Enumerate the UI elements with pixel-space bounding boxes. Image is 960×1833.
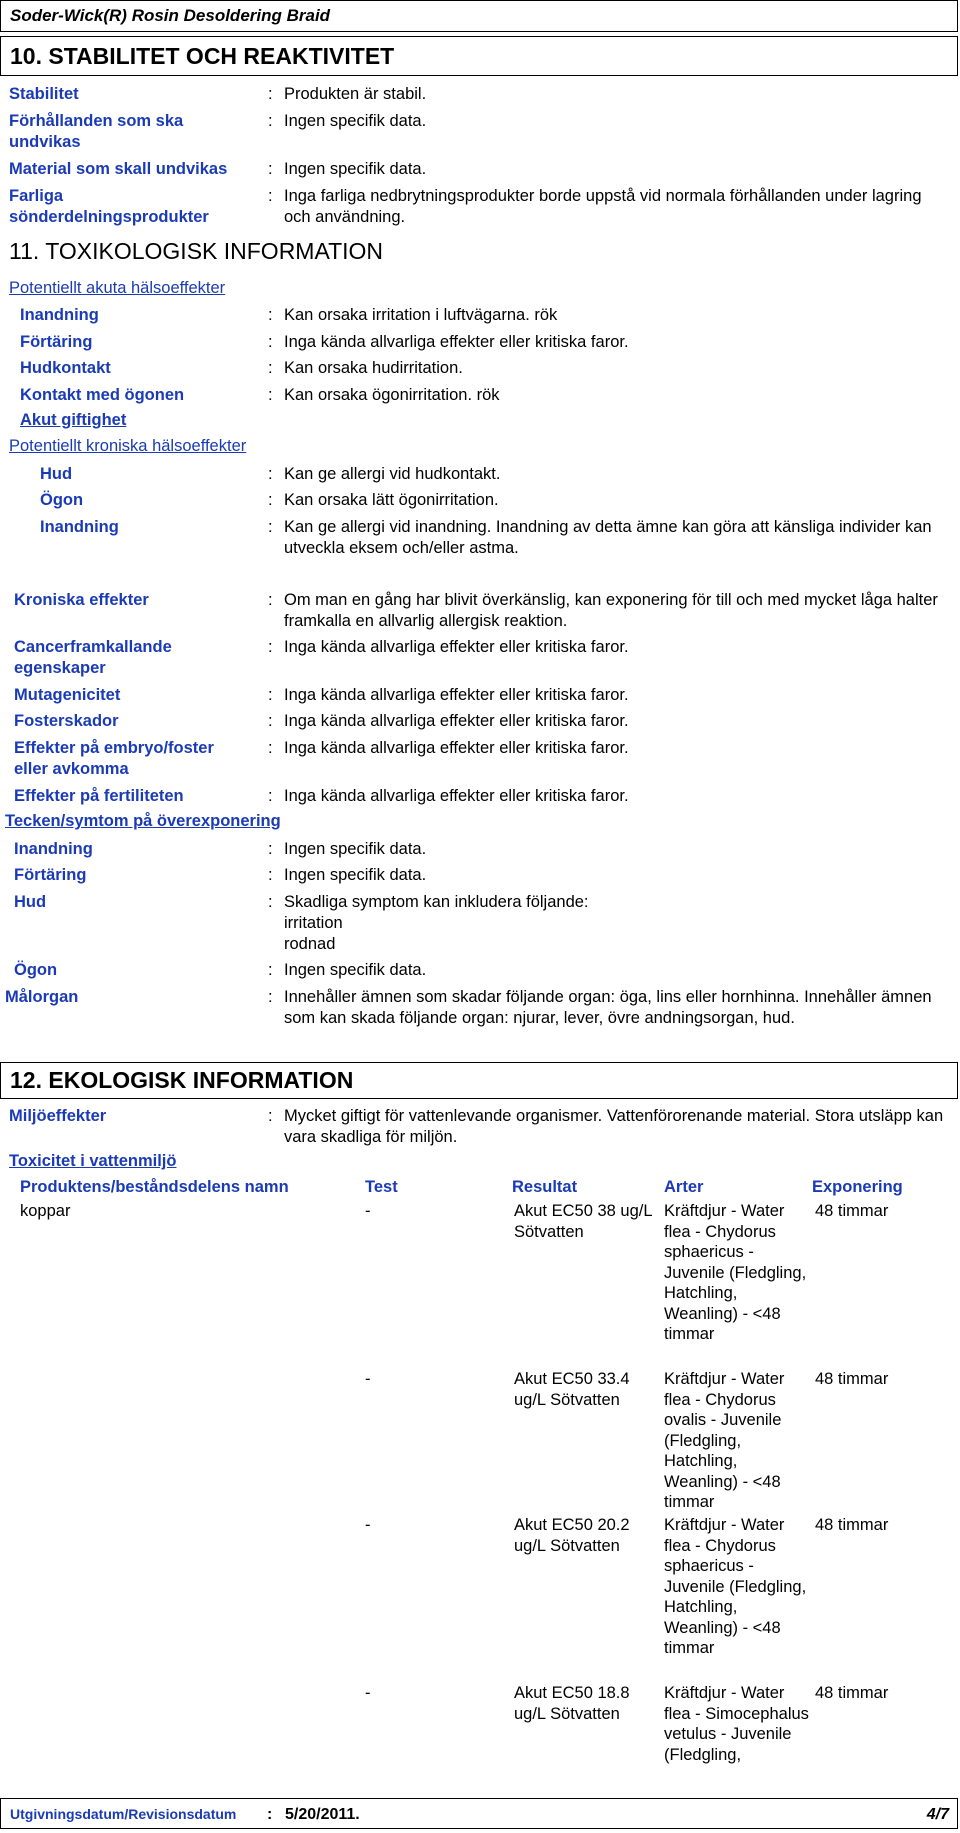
symptoms-skin-line: Skadliga symptom kan inkludera följande: [284,893,589,911]
table-cell-test: - [365,1516,371,1534]
table-cell-species: Kräftdjur - Water flea - Simocephalus vetulus - Juvenile (Fledgling, [664,1684,809,1764]
colon: : [268,840,273,858]
hazardous-decomposition-label: Farliga sönderdelningsprodukter [9,187,209,226]
symptoms-heading: Tecken/symtom på överexponering [5,812,281,830]
colon: : [268,1107,273,1125]
column-header-species: Arter [664,1178,704,1196]
symptoms-eye-value: Ingen specifik data. [284,961,427,979]
hazardous-decomposition-value: Inga farliga nedbrytningsprodukter borde uppstå vid normala förhållanden under lagring och användning. [284,187,922,226]
table-cell-test: - [365,1684,371,1702]
colon: : [268,112,273,130]
chronic-skin-label: Hud [40,465,73,483]
developmental-effects-value: Inga kända allvarliga effekter eller kritiska faror. [284,739,629,757]
colon: : [268,686,273,704]
developmental-effects-label: Effekter på embryo/foster eller avkomma [14,739,214,778]
table-cell-exposure: 48 timmar [815,1684,889,1702]
materials-to-avoid-value: Ingen specifik data. [284,160,427,178]
colon: : [268,518,273,536]
env-effects-label: Miljöeffekter [9,1107,107,1125]
colon: : [268,160,273,178]
chronic-effects-heading: Potentiellt kroniska hälsoeffekter [9,437,247,455]
column-header-name: Produktens/beståndsdelens namn [20,1178,289,1196]
colon: : [268,333,273,351]
section-11-title: 11. TOXIKOLOGISK INFORMATION [9,238,384,264]
colon: : [268,712,273,730]
acute-eye-value: Kan orsaka ögonirritation. rök [284,386,500,404]
table-cell-exposure: 48 timmar [815,1516,889,1534]
table-cell-species: Kräftdjur - Water flea - Chydorus sphaericus - Juvenile (Fledgling, Hatchling, Weanling) - <48 timmar [664,1516,807,1657]
page-number: 4/7 [926,1806,949,1823]
colon: : [268,988,273,1006]
revision-date-value: 5/20/2011. [285,1806,360,1823]
document-footer [0,1798,958,1829]
fertility-effects-label: Effekter på fertiliteten [14,787,184,805]
table-cell-name: koppar [20,1202,71,1220]
colon: : [268,359,273,377]
target-organs-label: Målorgan [5,988,79,1006]
aquatic-toxicity-heading: Toxicitet i vattenmiljö [9,1152,177,1170]
colon: : [268,893,273,911]
chronic-eye-label: Ögon [40,491,84,509]
symptoms-inhalation-label: Inandning [14,840,93,858]
table-cell-exposure: 48 timmar [815,1202,889,1220]
section-10-title: 10. STABILITET OCH REAKTIVITET [10,43,395,69]
table-cell-result: Akut EC50 33.4 ug/L Sötvatten [514,1370,630,1409]
symptoms-skin-line: rodnad [284,935,336,953]
colon: : [268,465,273,483]
chronic-eye-value: Kan orsaka lätt ögonirritation. [284,491,499,509]
symptoms-eye-label: Ögon [14,961,58,979]
acute-skin-value: Kan orsaka hudirritation. [284,359,463,377]
stability-label: Stabilitet [9,85,79,103]
document-title: Soder-Wick(R) Rosin Desoldering Braid [10,6,331,25]
colon: : [268,739,273,757]
column-header-test: Test [365,1178,398,1196]
table-cell-result: Akut EC50 18.8 ug/L Sötvatten [514,1684,630,1723]
teratogenicity-value: Inga kända allvarliga effekter eller kritiska faror. [284,712,629,730]
table-cell-result: Akut EC50 38 ug/L Sötvatten [514,1202,652,1241]
acute-inhalation-value: Kan orsaka irritation i luftvägarna. rök [284,306,558,324]
colon: : [268,961,273,979]
acute-skin-label: Hudkontakt [20,359,111,377]
symptoms-ingestion-value: Ingen specifik data. [284,866,427,884]
colon: : [268,787,273,805]
acute-eye-label: Kontakt med ögonen [20,386,185,404]
table-cell-exposure: 48 timmar [815,1370,889,1388]
table-cell-species: Kräftdjur - Water flea - Chydorus sphaericus - Juvenile (Fledgling, Hatchling, Weanling) - <48 timmar [664,1202,807,1343]
symptoms-skin-label: Hud [14,893,47,911]
carcinogenicity-value: Inga kända allvarliga effekter eller kritiska faror. [284,638,629,656]
chronic-effects-label: Kroniska effekter [14,591,149,609]
table-cell-test: - [365,1202,371,1220]
table-cell-species: Kräftdjur - Water flea - Chydorus ovalis - Juvenile (Fledgling, Hatchling, Weanling) - <48 timmar [664,1370,785,1511]
carcinogenicity-label: Cancerframkallande egenskaper [14,638,172,677]
section-12-title: 12. EKOLOGISK INFORMATION [10,1067,354,1093]
materials-to-avoid-label: Material som skall undvikas [9,160,228,178]
section-11-heading [0,237,958,269]
acute-ingestion-label: Förtäring [20,333,93,351]
fertility-effects-value: Inga kända allvarliga effekter eller kritiska faror. [284,787,629,805]
table-cell-test: - [365,1370,371,1388]
stability-value: Produkten är stabil. [284,85,427,103]
target-organs-value: Innehåller ämnen som skadar följande organ: öga, lins eller hornhinna. Innehåller ämnen som kan skada följande organ: njurar, lever, övre andningsorgan, hud. [284,988,932,1027]
colon: : [268,386,273,404]
conditions-to-avoid-value: Ingen specifik data. [284,112,427,130]
conditions-to-avoid-label: Förhållanden som ska undvikas [9,112,184,151]
colon: : [268,306,273,324]
symptoms-ingestion-label: Förtäring [14,866,87,884]
chronic-skin-value: Kan ge allergi vid hudkontakt. [284,465,501,483]
chronic-inhalation-value: Kan ge allergi vid inandning. Inandning av detta ämne kan göra att känsliga individer kan utveckla eksem och/eller astma. [284,518,932,557]
column-header-result: Resultat [512,1178,578,1196]
symptoms-skin-value [284,892,952,955]
acute-ingestion-value: Inga kända allvarliga effekter eller kritiska faror. [284,333,629,351]
colon: : [268,85,273,103]
acute-effects-heading: Potentiellt akuta hälsoeffekter [9,279,226,297]
revision-date-label: Utgivningsdatum/Revisionsdatum [10,1806,237,1822]
mutagenicity-label: Mutagenicitet [14,686,121,704]
section-10-heading [0,36,958,76]
symptoms-inhalation-value: Ingen specifik data. [284,840,427,858]
env-effects-value: Mycket giftigt för vattenlevande organismer. Vattenförorenande material. Stora utsläpp kan vara skadliga för miljön. [284,1107,944,1146]
colon: : [268,638,273,656]
colon: : [268,491,273,509]
teratogenicity-label: Fosterskador [14,712,119,730]
colon: : [268,187,273,205]
chronic-inhalation-label: Inandning [40,518,119,536]
table-cell-result: Akut EC50 20.2 ug/L Sötvatten [514,1516,630,1555]
acute-inhalation-label: Inandning [20,306,99,324]
symptoms-skin-line: irritation [284,914,343,932]
colon: : [267,1806,273,1823]
document-header [0,0,958,32]
chronic-effects-value: Om man en gång har blivit överkänslig, kan exponering för till och med mycket låga halter framkalla en allvarlig allergisk reaktion. [284,591,938,630]
mutagenicity-value: Inga kända allvarliga effekter eller kritiska faror. [284,686,629,704]
section-12-heading [0,1062,958,1099]
colon: : [268,866,273,884]
acute-toxicity-heading: Akut giftighet [20,411,127,429]
column-header-exposure: Exponering [812,1178,903,1196]
colon: : [268,591,273,609]
